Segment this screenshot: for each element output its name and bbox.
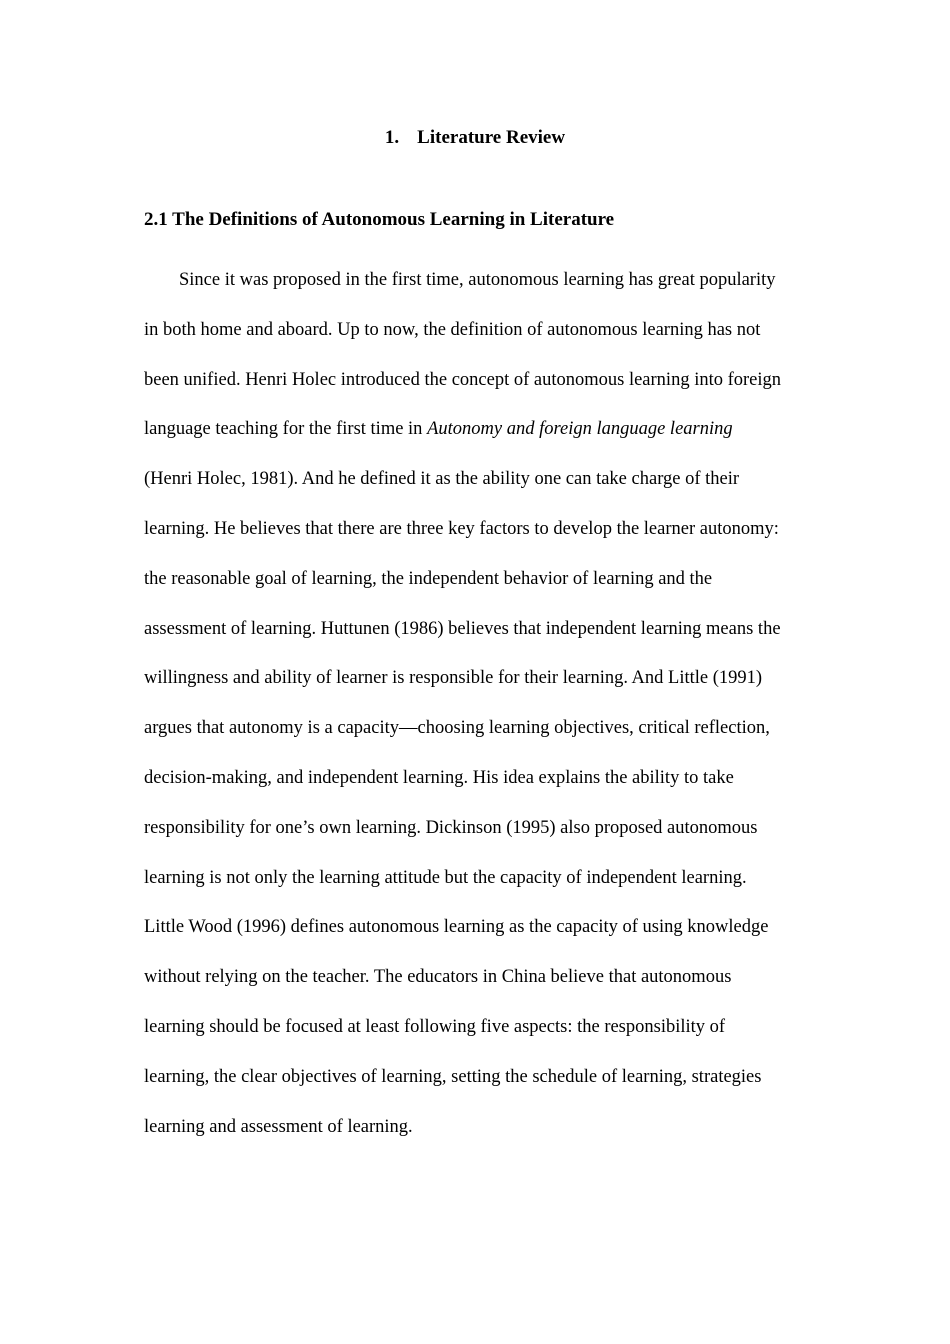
body-paragraph — [144, 268, 824, 1164]
paragraph-line: learning, the clear objectives of learning, setting the schedule of learning, strategies — [144, 1066, 762, 1087]
paragraph-line: in both home and aboard. Up to now, the definition of autonomous learning has not — [144, 319, 761, 340]
paragraph-line — [144, 417, 824, 467]
chapter-title: Literature Review — [417, 127, 566, 148]
paragraph-line: without relying on the teacher. The educators in China believe that autonomous — [144, 967, 732, 988]
paragraph-line: (Henri Holec, 1981). And he defined it as the ability one can take charge of their — [144, 469, 740, 490]
paragraph-line: learning is not only the learning attitude but the capacity of independent learning. — [144, 867, 747, 888]
chapter-heading — [0, 126, 950, 150]
paragraph-line: been unified. Henri Holec introduced the concept of autonomous learning into foreign — [144, 369, 782, 390]
book-title: Autonomy and foreign language learning — [427, 419, 733, 440]
paragraph-line: responsibility for one’s own learning. Dickinson (1995) also proposed autonomous — [144, 817, 758, 838]
paragraph-line-text: language teaching for the first time in — [144, 419, 428, 440]
chapter-number: 1. — [384, 127, 400, 148]
paragraph-line: learning. He believes that there are three key factors to develop the learner autonomy: — [144, 518, 779, 539]
paragraph-line: learning and assessment of learning. — [144, 1116, 413, 1137]
paragraph-line: assessment of learning. Huttunen (1986) believes that independent learning means the — [144, 618, 781, 639]
paragraph-line: Since it was proposed in the first time, autonomous learning has great popularity — [179, 270, 776, 290]
section-heading: 2.1 The Definitions of Autonomous Learning in Literature — [144, 209, 615, 230]
paragraph-line: the reasonable goal of learning, the independent behavior of learning and the — [144, 568, 713, 589]
paragraph-line: willingness and ability of learner is responsible for their learning. And Little (1991) — [144, 668, 763, 689]
paragraph-line: decision-making, and independent learning. His idea explains the ability to take — [144, 767, 734, 788]
paragraph-line: learning should be focused at least following five aspects: the responsibility of — [144, 1016, 726, 1037]
paragraph-line: argues that autonomy is a capacity—choosing learning objectives, critical reflection, — [144, 718, 770, 739]
paragraph-line: Little Wood (1996) defines autonomous learning as the capacity of using knowledge — [144, 917, 769, 938]
